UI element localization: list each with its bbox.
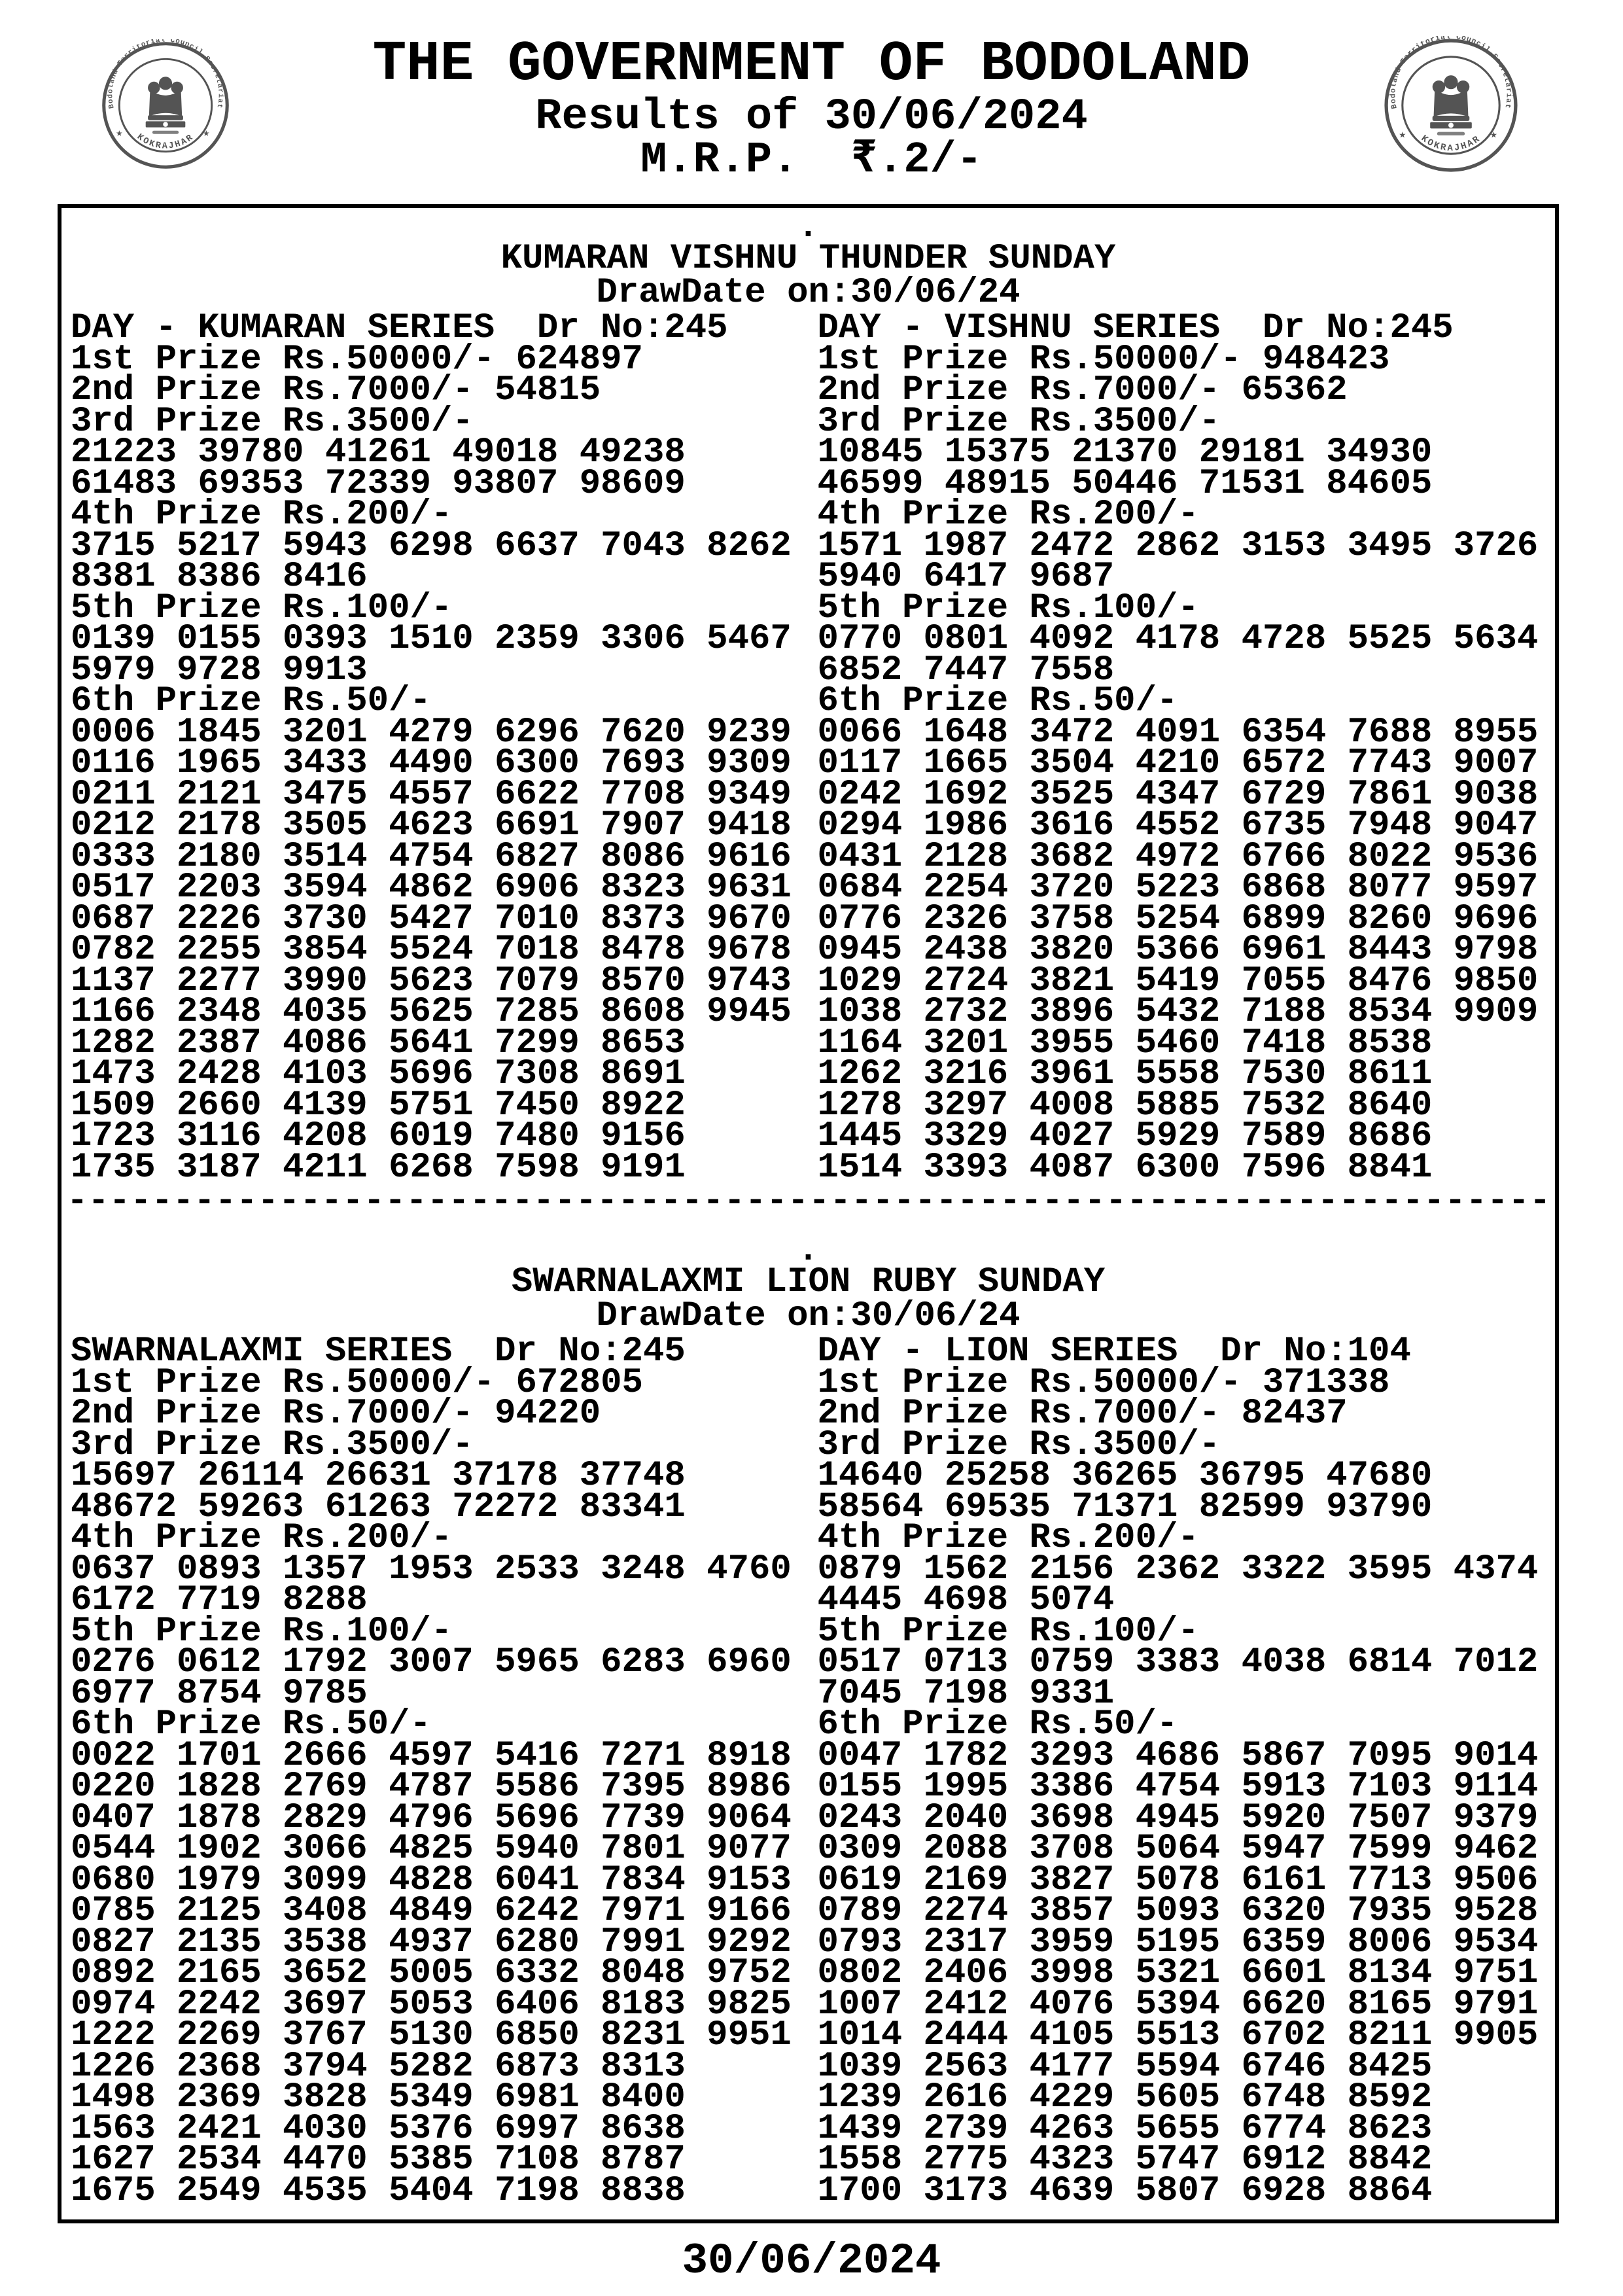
star-icon: ★ — [116, 128, 123, 141]
result-line: 0006 1845 3201 4279 6296 7620 9239 — [71, 712, 792, 752]
result-line: 6th Prize Rs.50/- — [817, 681, 1178, 721]
result-line: 6172 7719 8288 — [71, 1580, 368, 1620]
result-line: 1st Prize Rs.50000/- 624897 — [71, 339, 643, 380]
result-line: 0802 2406 3998 5321 6601 8134 9751 — [817, 1953, 1539, 1993]
result-line: 1514 3393 4087 6300 7596 8841 — [817, 1147, 1433, 1188]
result-line: 46599 48915 50446 71531 84605 — [817, 463, 1433, 504]
result-line: 0785 2125 3408 4849 6242 7971 9166 — [71, 1891, 792, 1931]
result-line: 0022 1701 2666 4597 5416 7271 8918 — [71, 1735, 792, 1776]
dashed-separator: ---------------------------------------------------------------------- — [67, 1184, 1551, 1220]
result-line: 0333 2180 3514 4754 6827 8086 9616 — [71, 836, 792, 877]
result-line: DAY - LION SERIES Dr No:104 — [817, 1332, 1411, 1371]
seal-ring-text: Bodoland Territorial Council Secretariat — [1389, 36, 1513, 110]
result-line: 0309 2088 3708 5064 5947 7599 9462 — [817, 1829, 1539, 1869]
result-line: 2nd Prize Rs.7000/- 65362 — [817, 370, 1348, 410]
result-line: 1700 3173 4639 5807 6928 8864 — [817, 2170, 1433, 2211]
result-line: 7045 7198 9331 — [817, 1673, 1115, 1714]
result-line: 0116 1965 3433 4490 6300 7693 9309 — [71, 743, 792, 783]
result-line: 0139 0155 0393 1510 2359 3306 5467 — [71, 619, 792, 659]
result-line: 6852 7447 7558 — [817, 650, 1115, 690]
results-box — [58, 204, 1559, 2223]
result-line: 0117 1665 3504 4210 6572 7743 9007 — [817, 743, 1539, 783]
result-line: 5940 6417 9687 — [817, 557, 1115, 597]
result-line: 6th Prize Rs.50/- — [71, 681, 431, 721]
result-line: 3rd Prize Rs.3500/- — [71, 1424, 474, 1465]
result-line: 0212 2178 3505 4623 6691 7907 9418 — [71, 805, 792, 845]
result-line: 0517 0713 0759 3383 4038 6814 7012 — [817, 1642, 1539, 1682]
column-kumaran-series — [61, 308, 809, 1188]
result-line: 0294 1986 3616 4552 6735 7948 9047 — [817, 805, 1539, 845]
result-line: 15697 26114 26631 37178 37748 — [71, 1456, 686, 1496]
star-icon: ★ — [203, 128, 210, 141]
result-line: 1014 2444 4105 5513 6702 8211 9905 — [817, 2015, 1539, 2055]
result-line: 6th Prize Rs.50/- — [817, 1704, 1178, 1744]
result-line: 0892 2165 3652 5005 6332 8048 9752 — [71, 1953, 792, 1993]
result-line: 3rd Prize Rs.3500/- — [71, 401, 474, 442]
result-line: 1137 2277 3990 5623 7079 8570 9743 — [71, 961, 792, 1001]
result-line: 1439 2739 4263 5655 6774 8623 — [817, 2108, 1433, 2149]
result-line: 1509 2660 4139 5751 7450 8922 — [71, 1085, 686, 1125]
result-line: 4445 4698 5074 — [817, 1580, 1115, 1620]
result-line: 8381 8386 8416 — [71, 557, 368, 597]
result-line: 0243 2040 3698 4945 5920 7507 9379 — [817, 1797, 1539, 1838]
results-columns — [61, 1332, 1555, 2211]
result-line: 0155 1995 3386 4754 5913 7103 9114 — [817, 1767, 1539, 1807]
result-line: 1675 2549 4535 5404 7198 8838 — [71, 2170, 686, 2211]
result-line: 0684 2254 3720 5223 6868 8077 9597 — [817, 868, 1539, 908]
seal-bottom-text: KOKRAJHAR — [135, 132, 196, 152]
section-title: KUMARAN VISHNU THUNDER SUNDAY — [500, 239, 1116, 279]
page-header — [0, 32, 1623, 185]
result-line: 1735 3187 4211 6268 7598 9191 — [71, 1147, 686, 1188]
result-line: 0211 2121 3475 4557 6622 7708 9349 — [71, 774, 792, 815]
result-line: 21223 39780 41261 49018 49238 — [71, 433, 686, 472]
result-line: 1007 2412 4076 5394 6620 8165 9791 — [817, 1984, 1539, 2024]
result-line: 58564 69535 71371 82599 93790 — [817, 1487, 1433, 1527]
result-line: 3rd Prize Rs.3500/- — [817, 1424, 1221, 1465]
result-line: 5th Prize Rs.100/- — [817, 1611, 1199, 1651]
result-line: 5th Prize Rs.100/- — [71, 1611, 453, 1651]
star-icon: ★ — [1399, 128, 1406, 142]
result-line: 1627 2534 4470 5385 7108 8787 — [71, 2140, 686, 2180]
footer-date: 30/06/2024 — [682, 2236, 941, 2286]
result-line: 14640 25258 36265 36795 47680 — [817, 1456, 1433, 1496]
result-line: 4th Prize Rs.200/- — [817, 1518, 1199, 1558]
result-line: 10845 15375 21370 29181 34930 — [817, 433, 1433, 472]
result-line: DAY - VISHNU SERIES Dr No:245 — [817, 308, 1454, 348]
result-line: 0407 1878 2829 4796 5696 7739 9064 — [71, 1797, 792, 1838]
result-line: 1262 3216 3961 5558 7530 8611 — [817, 1054, 1433, 1094]
result-line: 0047 1782 3293 4686 5867 7095 9014 — [817, 1735, 1539, 1776]
result-line: 1222 2269 3767 5130 6850 8231 9951 — [71, 2015, 792, 2055]
result-line: SWARNALAXMI SERIES Dr No:245 — [71, 1332, 686, 1371]
result-line: 0619 2169 3827 5078 6161 7713 9506 — [817, 1860, 1539, 1900]
result-line: DAY - KUMARAN SERIES Dr No:245 — [71, 308, 728, 348]
drawdate-line: DrawDate on:30/06/24 — [596, 1296, 1021, 1336]
result-line: 6th Prize Rs.50/- — [71, 1704, 431, 1744]
result-line: 3rd Prize Rs.3500/- — [817, 401, 1221, 442]
result-line: 5979 9728 9913 — [71, 650, 368, 690]
result-line: 4th Prize Rs.200/- — [71, 495, 453, 535]
result-line: 0827 2135 3538 4937 6280 7991 9292 — [71, 1922, 792, 1962]
result-line: 5th Prize Rs.100/- — [71, 588, 453, 628]
result-line: 1029 2724 3821 5419 7055 8476 9850 — [817, 961, 1539, 1001]
section-kumaran-vishnu — [61, 207, 1555, 1188]
result-line: 0945 2438 3820 5366 6961 8443 9798 — [817, 930, 1539, 970]
stray-dot: . — [797, 207, 819, 247]
result-line: 1164 3201 3955 5460 7418 8538 — [817, 1023, 1433, 1063]
result-line: 0770 0801 4092 4178 4728 5525 5634 — [817, 619, 1539, 659]
result-line: 1239 2616 4229 5605 6748 8592 — [817, 2077, 1433, 2117]
result-line: 1st Prize Rs.50000/- 948423 — [817, 339, 1390, 380]
result-line: 6977 8754 9785 — [71, 1673, 368, 1714]
result-line: 0776 2326 3758 5254 6899 8260 9696 — [817, 898, 1539, 939]
result-line: 5th Prize Rs.100/- — [817, 588, 1199, 628]
result-line: 1282 2387 4086 5641 7299 8653 — [71, 1023, 686, 1063]
result-line: 0517 2203 3594 4862 6906 8323 9631 — [71, 868, 792, 908]
seal-bottom-text: KOKRAJHAR — [1418, 133, 1484, 154]
result-line: 0276 0612 1792 3007 5965 6283 6960 — [71, 1642, 792, 1682]
column-lion-series — [809, 1332, 1556, 2211]
result-line: 4th Prize Rs.200/- — [817, 495, 1199, 535]
result-line: 1038 2732 3896 5432 7188 8534 9909 — [817, 992, 1539, 1032]
result-line: 3715 5217 5943 6298 6637 7043 8262 — [71, 525, 792, 566]
drawdate-line: DrawDate on:30/06/24 — [596, 273, 1021, 313]
result-line: 0793 2317 3959 5195 6359 8006 9534 — [817, 1922, 1539, 1962]
result-line: 61483 69353 72339 93807 98609 — [71, 463, 686, 504]
result-line: 1558 2775 4323 5747 6912 8842 — [817, 2140, 1433, 2180]
result-line: 0680 1979 3099 4828 6041 7834 9153 — [71, 1860, 792, 1900]
result-line: 0789 2274 3857 5093 6320 7935 9528 — [817, 1891, 1539, 1931]
result-line: 1498 2369 3828 5349 6981 8400 — [71, 2077, 686, 2117]
result-line: 0220 1828 2769 4787 5586 7395 8986 — [71, 1767, 792, 1807]
result-line: 0242 1692 3525 4347 6729 7861 9038 — [817, 774, 1539, 815]
result-line: 4th Prize Rs.200/- — [71, 1518, 453, 1558]
result-line: 1166 2348 4035 5625 7285 8608 9945 — [71, 992, 792, 1032]
result-line: 0879 1562 2156 2362 3322 3595 4374 — [817, 1549, 1539, 1589]
result-line: 1571 1987 2472 2862 3153 3495 3726 — [817, 525, 1539, 566]
result-line: 2nd Prize Rs.7000/- 94220 — [71, 1394, 601, 1434]
result-line: 48672 59263 61263 72272 83341 — [71, 1487, 686, 1527]
result-line: 1039 2563 4177 5594 6746 8425 — [817, 2046, 1433, 2087]
result-line: 0637 0893 1357 1953 2533 3248 4760 — [71, 1549, 792, 1589]
result-line: 1445 3329 4027 5929 7589 8686 — [817, 1116, 1433, 1156]
result-line: 1278 3297 4008 5885 7532 8640 — [817, 1085, 1433, 1125]
result-line: 0431 2128 3682 4972 6766 8022 9536 — [817, 836, 1539, 877]
seal-ring-text: Bodoland Territorial Council Secretariat — [107, 39, 224, 109]
result-line: 1st Prize Rs.50000/- 672805 — [71, 1362, 643, 1403]
result-line: 2nd Prize Rs.7000/- 82437 — [817, 1394, 1348, 1434]
stray-dot: . — [797, 1231, 819, 1271]
result-line: 0974 2242 3697 5053 6406 8183 9825 — [71, 1984, 792, 2024]
result-line: 1563 2421 4030 5376 6997 8638 — [71, 2108, 686, 2149]
mrp-line: M.R.P. ₹.2/- — [640, 135, 983, 185]
section-swarnalaxmi-lion — [61, 1231, 1555, 2211]
result-line: 1723 3116 4208 6019 7480 9156 — [71, 1116, 686, 1156]
result-line: 1st Prize Rs.50000/- 371338 — [817, 1362, 1390, 1403]
column-swarnalaxmi-series — [61, 1332, 809, 2211]
result-line: 0544 1902 3066 4825 5940 7801 9077 — [71, 1829, 792, 1869]
result-line: 0066 1648 3472 4091 6354 7688 8955 — [817, 712, 1539, 752]
results-columns — [61, 308, 1555, 1188]
star-icon: ★ — [1490, 128, 1497, 142]
results-date-line: Results of 30/06/2024 — [535, 92, 1088, 142]
result-line: 1473 2428 4103 5696 7308 8691 — [71, 1054, 686, 1094]
page-title: THE GOVERNMENT OF BODOLAND — [372, 32, 1251, 96]
result-line: 2nd Prize Rs.7000/- 54815 — [71, 370, 601, 410]
result-line: 0782 2255 3854 5524 7018 8478 9678 — [71, 930, 792, 970]
result-line: 0687 2226 3730 5427 7010 8373 9670 — [71, 898, 792, 939]
column-vishnu-series — [809, 308, 1556, 1188]
section-title: SWARNALAXMI LION RUBY SUNDAY — [511, 1262, 1106, 1302]
result-line: 1226 2368 3794 5282 6873 8313 — [71, 2046, 686, 2087]
